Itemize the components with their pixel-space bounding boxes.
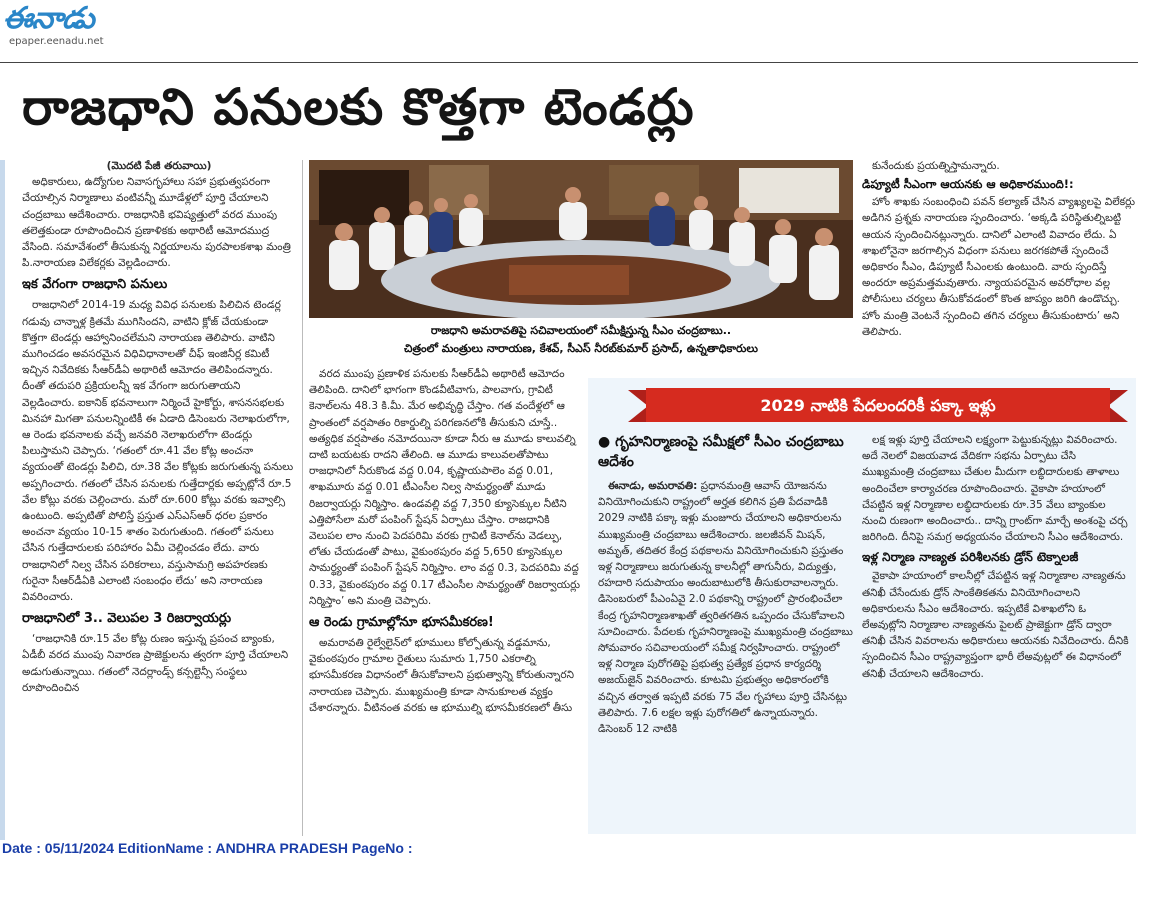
caption-line-1: రాజధాని అమరావతిపై సచివాలయంలో సమీక్షిస్తున్న సీఎం చంద్రబాబు.. bbox=[430, 324, 732, 337]
housing-para-2: లక్ష ఇళ్లు పూర్తి చేయాలని లక్ష్యంగా పెట్టుకున్నట్లు వివరించారు. అదే నెలలో విజయవాడ వేదికగా సభను ఏర్పాటు చేసి ముఖ్యమంత్రి చంద్రబాబు చేతుల మీదుగా లబ్ధిదారులకు తాళాలు అందించేలా కార్యాచరణ రూపొందించారు. వైకాపా హయాంలో చేపట్టిన ఇళ్ల నిర్మాణాల లబ్ధిదారులకు రూ.35 వేలు బ్యాంకుల నుంచి రుణంగా అందించారు.. దాన్ని గ్రాంట్‌గా మార్చే అంశంపై చర్చ జరిగింది. దీనిపై సమగ్ర అధ్యయనం చేయాలని సీఎం ఆదేశించారు. bbox=[862, 434, 1128, 544]
headline: రాజధాని పనులకు కొత్తగా టెండర్లు bbox=[22, 78, 695, 136]
edition-footer: Date : 05/11/2024 EditionName : ANDHRA PRADESH PageNo : bbox=[2, 840, 413, 856]
right-column bbox=[862, 158, 1138, 376]
housing-column-left bbox=[598, 478, 854, 834]
meeting-illustration bbox=[309, 160, 853, 318]
left-subhead-2: రాజధానిలో 3.. వెలుపల 3 రిజర్వాయర్లు bbox=[22, 611, 232, 627]
right-para-2: హోం శాఖకు సంబంధించి పవన్ కల్యాణ్ చేసిన వ్యాఖ్యలపై విలేకర్లు అడిగిన ప్రశ్నకు నారాయణ స్పందించారు. ‘అక్కడి పరిస్థితుల్నిబట్టి ఆయన స్పందించినట్లున్నారు. దానిలో ఎలాంటి వివాదం లేదు. ఏ శాఖలోనైనా జరగాల్సిన విధంగా పనులు జరగకపోతే స్పందించే అధికారం సీఎం, డిప్యూటీ సీఎంలకు ఉంటుంది. వారు స్పందిస్తే అందరూ అప్రమత్తమవుతారు. న్యాయపరమైన అవరోధాల వల్ల పోలీసులు చర్యలు తీసుకోవడంలో కొంత జాప్యం జరిగి ఉండొచ్చు. హోం మంత్రి వెంటనే స్పందించి తగిన చర్యలు తీసుకుంటారు’ అని తెలిపారు. bbox=[862, 196, 1135, 338]
housing-column-right bbox=[862, 432, 1130, 832]
caption-line-2: చిత్రంలో మంత్రులు నారాయణ, కేశవ్, సీఎస్ నీరబ్‌కుమార్ ప్రసాద్, ఉన్నతాధికారులు bbox=[404, 342, 758, 355]
middle-column bbox=[309, 366, 583, 836]
photo-caption bbox=[309, 322, 853, 358]
housing-para-1: ప్రధానమంత్రి ఆవాస్ యోజనను వినియోగించుకుని రాష్ట్రంలో అర్హత కలిగిన ప్రతి పేదవాడికి 2029 నాటికి పక్కా ఇళ్లు మంజూరు చేయాలని అధికారులను ముఖ్యమంత్రి చంద్రబాబు ఆదేశించారు. జలజీవన్ మిషన్, అమృత్, తదితర కేంద్ర పథకాలను వినియోగించుకుని ప్రస్తుతం ఇళ్ల నిర్మాణాలు జరుగుతున్న కాలనీల్లో తాగునీరు, విద్యుత్తు, రహదారి సదుపాయం అందుబాటులోకి తీసుకురావాలన్నారు. డిసెంబరులో పీఎంఏవై 2.0 పథకాన్ని రాష్ట్రంలో ప్రారంభించేలా కేంద్ర గృహనిర్మాణశాఖతో త్వరితగతిన ఒప్పందం చేసుకోవాలని సూచించారు. పేదలకు గృహనిర్మాణంపై ముఖ్యమంత్రి చంద్రబాబు సోమవారం సచివాలయంలో సమీక్ష నిర్వహించారు. రాష్ట్రంలో ఇళ్ల నిర్మాణ పురోగతిపై ప్రభుత్వ ప్రత్యేక ప్రధాన కార్యదర్శి అజయ్‌జైన్ వివరించారు. కూటమి ప్రభుత్వం అధికారంలోకి వచ్చిన తర్వాత ఇప్పటి వరకు 75 వేల గృహాలు పూర్తి చేసినట్లు తెలిపారు. 7.6 లక్షల ఇళ్లు పురోగతిలో ఉన్నాయన్నారు. డిసెంబర్ 12 నాటికి bbox=[598, 480, 853, 736]
housing-banner: 2029 నాటికి పేదలందరికీ పక్కా ఇళ్లు bbox=[760, 396, 996, 415]
right-subhead: డిప్యూటీ సీఎంగా ఆయనకు ఆ అధికారముంది!: bbox=[862, 177, 1074, 192]
housing-dateline: ఈనాడు, అమరావతి: bbox=[608, 480, 698, 492]
right-para-1: కునేందుకు ప్రయత్నిస్తామన్నారు. bbox=[872, 160, 1000, 172]
logo-text: ఈనాడు bbox=[3, 1, 94, 36]
meeting-photo bbox=[309, 160, 853, 318]
left-subhead-1: ఇక వేగంగా రాజధాని పనులు bbox=[22, 277, 168, 293]
column-rule-1 bbox=[302, 160, 303, 836]
left-para-1: అధికారులు, ఉద్యోగుల నివాసగృహాలు సహా ప్రభుత్వపరంగా చేయాల్సిన నిర్మాణాలు వంటివన్నీ మూడేళ్లలో పూర్తి చేయాలని చంద్రబాబు ఆదేశించారు. రాజధానికి భవిష్యత్తులో వరద ముంపు తలెత్తకుండా రూపొందించిన ప్రణాళికకు అథారిటీ ఆమోదముద్ర వేసింది. సమావేశంలో తీసుకున్న నిర్ణయాలను పురపాలకశాఖ మంత్రి పి.నారాయణ విలేకర్లకు వెల్లడించారు. bbox=[22, 176, 291, 270]
middle-para-2: అమరావతి రైల్వేలైన్‌లో భూములు కోల్పోతున్న వడ్డమాను, వైకుంఠపురం గ్రామాల రైతులు సుమారు 1,750 ఎకరాల్ని భూసమీకరణ విధానంలో తీసుకోవాలని ప్రభుత్వాన్ని కోరుతున్నారని నారాయణ చెప్పారు. ముఖ్యమంత్రి కూడా సానుకూలత వ్యక్తం చేశారన్నారు. వీటినంత వరకు ఆ భూముల్ని భూసమీకరణలో తీసు bbox=[309, 637, 574, 714]
left-edge-marker bbox=[0, 160, 5, 840]
left-column bbox=[22, 158, 296, 838]
middle-para-1: వరద ముంపు ప్రణాళిక పనులకు సీఆర్‌డీఏ అథారిటీ ఆమోదం తెలిపింది. దానిలో భాగంగా కొండవీటివాగు, పాలవాగు, గ్రావిటీ కెనాల్‌లను 48.3 కి.మీ. మేర అభివృద్ధి చేస్తాం. గత వందేళ్లలో ఆ ప్రాంతంలో వర్షపాతం రికార్డుల్ని పరిగణనలోకి తీసుకుని చూస్తే.. అత్యధిక వర్షపాతం నమోదయినా కూడా నీరు ఆ మూడు కాలువల్ని దాటి బయటకు రాదని తేలింది. ఆ మూడు కాలువలతోపాటు రాజధానిలో నీరుకొండ వద్ద 0.04, కృష్ణాయపాలెం వద్ద 0.01, శాఖమూరు వద్ద 0.01 టీఎంసీల నిల్వ సామర్థ్యంతో మూడు రిజర్వాయర్లు నిర్మిస్తాం. ఉండవల్లి వద్ద 7,350 క్యూసెక్కుల నీటిని ఎత్తిపోసేలా మరో పంపింగ్ స్టేషన్ ఏర్పాటు చేస్తాం. రాజధానికి వెలుపల లాం నుంచి పెదపరిమి వరకు గ్రావిటీ కెనాల్‌ను వెడల్పు, లోతు చేయడంతో పాటు, వైకుంఠపురం వద్ద 5,650 క్యూసెక్కుల సామర్థ్యంతో పంపింగ్ స్టేషన్ నిర్మిస్తాం. లాం వద్ద 0.3, పెదపరిమి వద్ద 0.33, వైకుంఠపురం వద్ద 0.17 టీఎంసీల సామర్థ్యంతో రిజర్వాయర్లు నిర్మిస్తాం’ అని మంత్రి చెప్పారు. bbox=[309, 368, 580, 607]
housing-para-3: వైకాపా హయాంలో కాలనీల్లో చేపట్టిన ఇళ్ల నిర్మాణాల నాణ్యతను తనిఖీ చేసేందుకు డ్రోన్ సాంకేతికతను వినియోగించాలని అధికారులను సీఎం ఆదేశించారు. ఇప్పటికే విశాఖలోని ఓ లేఅవుట్లోని నిర్మాణాల నాణ్యతను పైలట్ ప్రాజెక్టుగా డ్రోన్ ద్వారా తనిఖీ చేసిన వివరాలను అధికారులు ఆయనకు నివేదించారు. దీనికి స్పందించిన సీఎం రాష్ట్రవ్యాప్తంగా భారీ లేఅవుట్లలో ఈ విధానంలో తనిఖీ చేయాలని ఆదేశించారు. bbox=[862, 570, 1129, 680]
site-url: epaper.eenadu.net bbox=[9, 36, 104, 47]
middle-subhead: ఆ రెండు గ్రామాల్లోనూ భూసమీకరణ! bbox=[309, 615, 494, 631]
continuation-note: (మొదటి పేజీ తరువాయి) bbox=[106, 160, 212, 172]
housing-subhead: ఇళ్ల నిర్మాణ నాణ్యత పరిశీలనకు డ్రోన్ టెక్నాలజీ bbox=[862, 550, 1079, 565]
eenadu-logo[interactable] bbox=[3, 2, 133, 54]
left-para-3: ‘రాజధానికి రూ.15 వేల కోట్ల రుణం ఇస్తున్న ప్రపంచ బ్యాంకు, ఏడీబీ వరద ముంపు నివారణ ప్రాజెక్టులను త్వరగా పూర్తి చేయాలని అడుగుతున్నాయి. గతంలో నెదర్లాండ్స్ కన్సల్టెన్సీ సంస్థలు రూపొందించిన bbox=[22, 633, 289, 694]
left-para-2: రాజధానిలో 2014-19 మధ్య వివిధ పనులకు పిలిచిన టెండర్ల గడువు చాన్నాళ్ల క్రితమే ముగిసిందని, వాటిని క్లోజ్ చేయకుండా కొత్తగా టెండర్లు ఆహ్వానించలేమని నారాయణ తెలిపారు. వాటిని ముగించడం అవసరమైన విధివిధానాలతో చీఫ్ ఇంజినీర్ల కమిటీ ఇచ్చిన నివేదికకు సీఆర్‌డీఏ అథారిటీ ఆమోదం తెలిపిందన్నారు. దీంతో తదుపరి ప్రక్రియలన్నీ ఇక వేగంగా జరుగుతాయని వెల్లడించారు. ఐకానిక్ భవనాలుగా నిర్మించే హైకోర్టు, శాసనసభలకు మినహా మిగతా పనులన్నింటికీ ఈ ఏడాది డిసెంబరు నెలాఖరులోగా, ఆ రెండు భవనాలకు వచ్చే జనవరి నెలాఖరులోగా టెండర్లు పిలుస్తామని చెప్పారు. ‘గతంలో రూ.41 వేల కోట్ల అంచనా వ్యయంతో టెండర్లు పిలిచి, రూ.38 వేల కోట్లకు జరుగుతున్న పనులు అప్పగించారు. గతంలో చేసిన పనులకు గుత్తేదార్లకు అప్పట్లోనే రూ.5 వేల కోట్లు వరకు చెల్లించారు. మరో రూ.600 కోట్లు వరకు ఇవ్వాల్సి ఉంటుంది. అప్పటితో పోలిస్తే ప్రస్తుత ఎస్‌ఎస్‌ఆర్ ధరల ప్రకారం అంచనా వ్యయం 10-15 శాతం పెరుగుతుంది. గతంలో పనులు చేసిన గుత్తేదారులకు పరిహారం ఏమీ చెల్లించడం లేదు. వారు రాజధానిలో నిల్వ చేసిన పరికరాలు, వస్తుసామగ్రి అపహరణకు గురైనా సీఆర్‌డీఏకి ఎలాంటి సంబంధం లేదు’ అని నారాయణ వివరించారు. bbox=[22, 299, 294, 604]
housing-title: ● గృహనిర్మాణంపై సమీక్షలో సీఎం చంద్రబాబు ఆదేశం bbox=[598, 434, 844, 470]
header-divider bbox=[0, 62, 1138, 63]
